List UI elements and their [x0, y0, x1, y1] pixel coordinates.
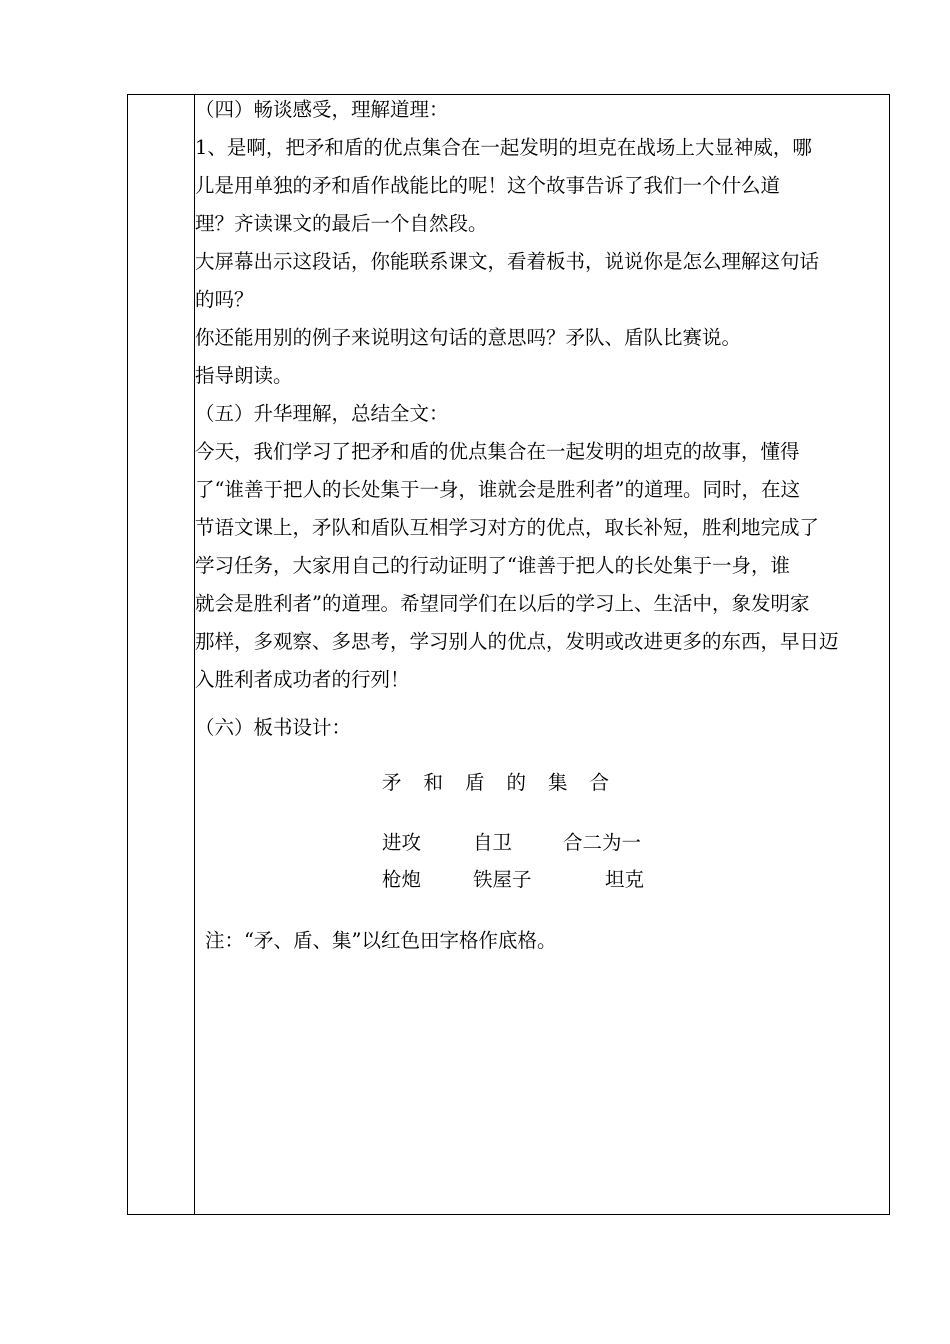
section-5-line-3: 节语文课上，矛队和盾队互相学习对方的优点，取长补短，胜利地完成了 [195, 516, 820, 539]
board-note: 注：“矛、盾、集”以红色田字格作底格。 [205, 929, 557, 952]
board-heading: （六）板书设计： [195, 716, 352, 739]
section-4-line-7: 指导朗读。 [195, 364, 293, 387]
section-4-line-5: 的吗？ [195, 288, 254, 311]
board-title: 矛和盾的集合 [382, 771, 632, 794]
board-row2-col3: 坦克 [605, 868, 645, 891]
section-5-heading: （五）升华理解，总结全文： [195, 402, 449, 425]
board-row2-col1: 枪炮 [382, 868, 422, 891]
section-4-heading: （四）畅谈感受，理解道理： [195, 98, 449, 121]
lesson-table [127, 94, 890, 1215]
board-row1-col3: 合二为一 [563, 831, 642, 854]
section-5-line-7: 入胜利者成功者的行列！ [195, 668, 410, 691]
board-row2-col2: 铁屋子 [473, 868, 532, 891]
section-4-line-2: 儿是用单独的矛和盾作战能比的呢！这个故事告诉了我们一个什么道 [195, 174, 781, 197]
section-4-line-6: 你还能用别的例子来说明这句话的意思吗？矛队、盾队比赛说。 [195, 326, 742, 349]
content-column [195, 95, 889, 1214]
section-5-line-5: 就会是胜利者”的道理。希望同学们在以后的学习上、生活中，象发明家 [195, 592, 810, 615]
section-4-line-4: 大屏幕出示这段话，你能联系课文，看着板书，说说你是怎么理解这句话 [195, 250, 820, 273]
section-5-line-2: 了“谁善于把人的长处集于一身，谁就会是胜利者”的道理。同时，在这 [195, 478, 800, 501]
section-5-line-6: 那样，多观察、多思考，学习别人的优点，发明或改进更多的东西，早日迈 [195, 630, 839, 653]
board-row1-col1: 进攻 [382, 831, 422, 854]
section-5-line-4: 学习任务，大家用自己的行动证明了“谁善于把人的长处集于一身，谁 [195, 554, 790, 577]
section-5-line-1: 今天，我们学习了把矛和盾的优点集合在一起发明的坦克的故事，懂得 [195, 440, 800, 463]
section-4-line-3: 理？齐读课文的最后一个自然段。 [195, 212, 488, 235]
section-4-line-1: 1、是啊，把矛和盾的优点集合在一起发明的坦克在战场上大显神威，哪 [195, 136, 812, 159]
label-column [128, 95, 195, 1214]
board-row1-col2: 自卫 [473, 831, 513, 854]
